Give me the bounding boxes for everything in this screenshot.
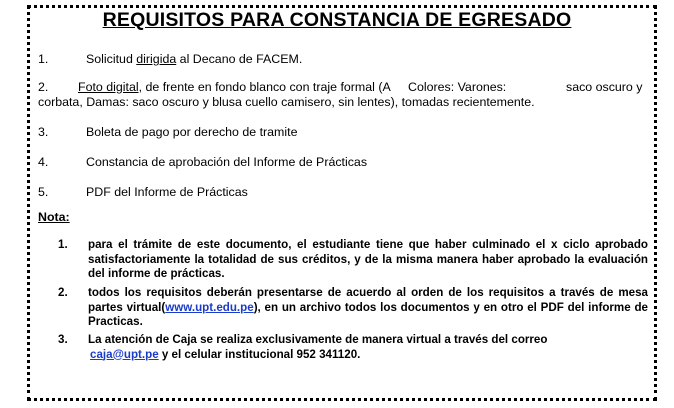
foto-digital-label: Foto digital, <box>78 80 143 94</box>
requirement-2-line-2: corbata, Damas: saco oscuro y blusa cuello camisero, sin lentes), tomadas recientemente. <box>38 95 535 109</box>
requirement-text: PDF del Informe de Prácticas <box>86 185 248 199</box>
note-text: para el trámite de este documento, el estudiante tiene que haber culminado el x ciclo aprobado satisfactoriamente la totalidad de sus créditos, y de la misma manera haber aprobado la evaluación del informe de prácticas. <box>88 238 648 280</box>
note-3 <box>58 333 648 362</box>
note-text: todos los requisitos deberán presentarse de acuerdo al orden de los requisitos a través de mesa partes virtual(www.upt.edu.pe), en un archivo todos los documentos y en otro el PDF del informe de Practicas. <box>88 286 648 328</box>
nota-heading: Nota: <box>38 210 70 224</box>
email-link[interactable]: caja@upt.pe <box>90 347 159 361</box>
note-2 <box>58 286 648 330</box>
note-number: 2. <box>58 286 68 299</box>
requirement-number: 5. <box>38 185 49 199</box>
note-number: 3. <box>58 333 68 346</box>
requirement-text: Boleta de pago por derecho de tramite <box>86 125 298 139</box>
requirement-number: 4. <box>38 155 49 169</box>
page-title: REQUISITOS PARA CONSTANCIA DE EGRESADO <box>102 9 572 31</box>
requirement-number: 2. <box>38 80 49 94</box>
requirement-number: 3. <box>38 125 49 139</box>
note-text: La atención de Caja se realiza exclusivamente de manera virtual a través del correo caja@upt.pe y el celular institucional 952 341120. <box>88 333 548 361</box>
note-1 <box>58 238 648 282</box>
requirement-text: Solicitud dirigida al Decano de FACEM. <box>86 52 303 66</box>
requirement-text: Constancia de aprobación del Informe de Prácticas <box>86 155 368 169</box>
requirement-2-line-1: 2. Foto digital, de frente en fondo blanco con traje formal (A Colores: Varones: saco oscuro y <box>38 80 643 94</box>
website-link[interactable]: www.upt.edu.pe <box>165 300 254 314</box>
requirement-number: 1. <box>38 52 49 66</box>
requirement-2 <box>38 80 648 110</box>
note-number: 1. <box>58 238 68 251</box>
